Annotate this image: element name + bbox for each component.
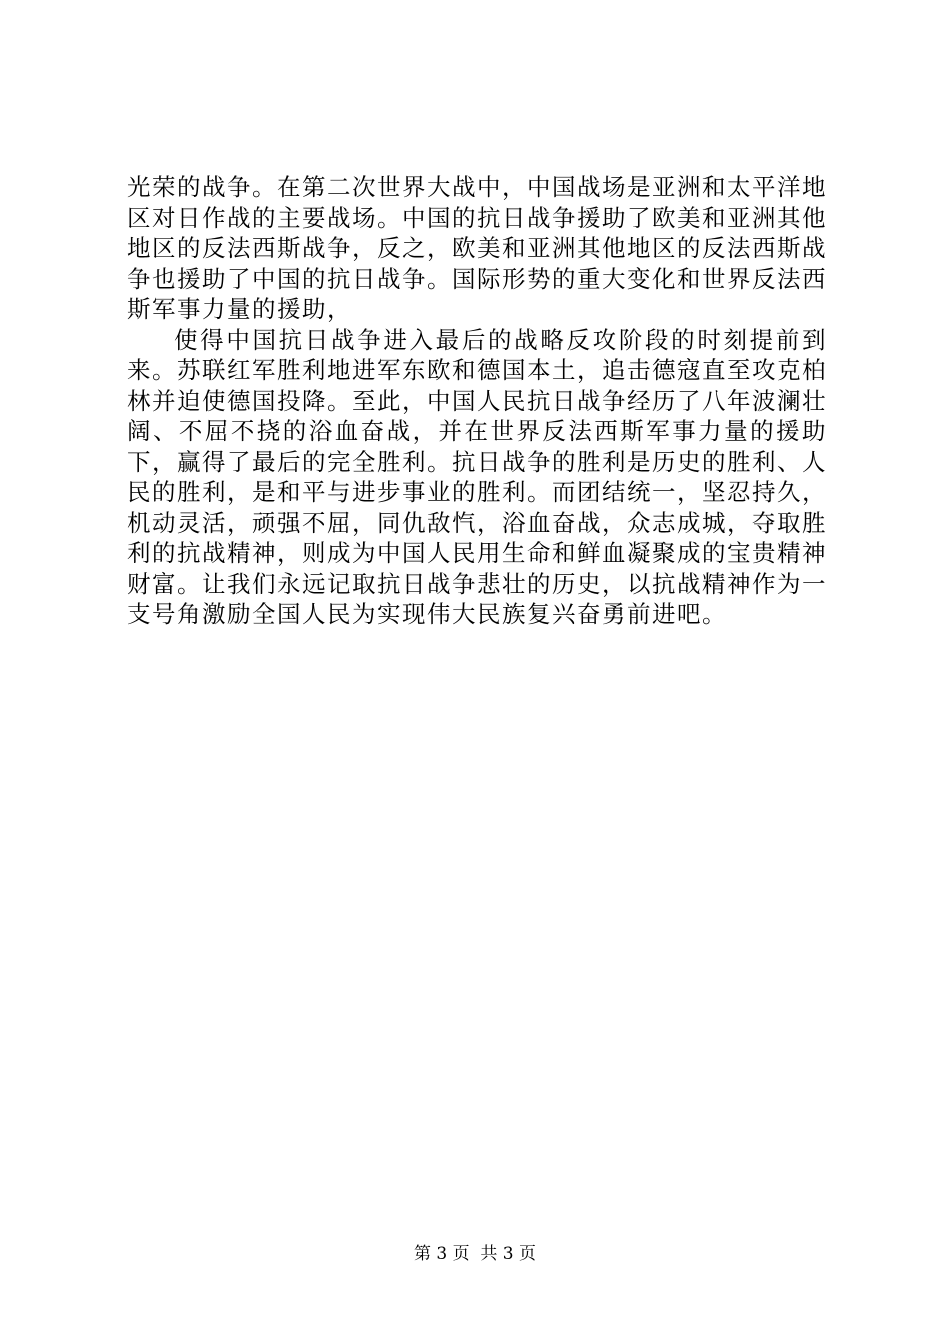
page-footer: [0, 1243, 950, 1265]
page-number-label: 第 3 页 共 3 页: [413, 1244, 537, 1264]
paragraph-continued: 光荣的战争。在第二次世界大战中，中国战场是亚洲和太平洋地区对日作战的主要战场。中国的抗日战争援助了欧美和亚洲其他地区的反法西斯战争，反之，欧美和亚洲其他地区的反法西斯战争也援助了中国的抗日战争。国际形势的重大变化和世界反法西斯军事力量的援助，: [127, 173, 827, 323]
document-body: [127, 172, 827, 630]
paragraph: 使得中国抗日战争进入最后的战略反攻阶段的时刻提前到来。苏联红军胜利地进军东欧和德国本土，追击德寇直至攻克柏林并迫使德国投降。至此，中国人民抗日战争经历了八年波澜壮阔、不屈不挠的浴血奋战，并在世界反法西斯军事力量的援助下，赢得了最后的完全胜利。抗日战争的胜利是历史的胜利、人民的胜利，是和平与进步事业的胜利。而团结统一，坚忍持久，机动灵活，顽强不屈，同仇敌忾，浴血奋战，众志成城，夺取胜利的抗战精神，则成为中国人民用生命和鲜血凝聚成的宝贵精神财富。让我们永远记取抗日战争悲壮的历史，以抗战精神作为一支号角激励全国人民为实现伟大民族复兴奋勇前进吧。: [127, 325, 827, 628]
